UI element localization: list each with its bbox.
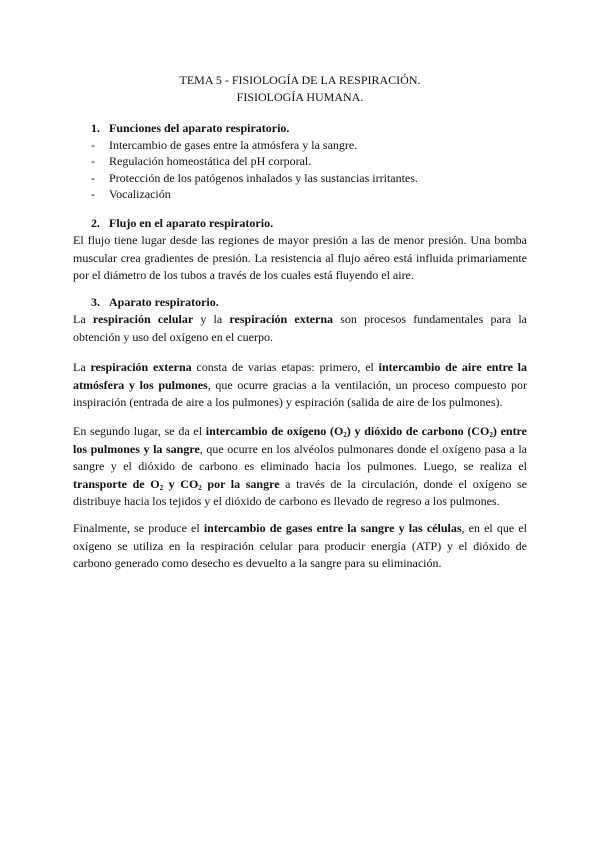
functions-list [91, 137, 521, 202]
title-line-1: TEMA 5 - FISIOLOGÍA DE LA RESPIRACIÓN. [179, 73, 421, 87]
term-external-respiration: respiración externa [229, 312, 334, 326]
text-run: por la sangre [201, 476, 280, 491]
subscript: 2 [159, 483, 164, 492]
text-run: ) entre los pulmones y la sangre [73, 424, 527, 456]
term-gas-transport [73, 477, 280, 491]
term-cellular-respiration: respiración celular [92, 312, 194, 326]
section-3-paragraph-3 [73, 423, 527, 511]
text-run: Finalmente, se produce el [73, 521, 204, 535]
text-run: , que ocurre gracias a la ventilación, un proceso compuesto por inspiración (entrada de aire a los pulmones) y espiración (salida de aire de los pulmones). [73, 377, 527, 409]
section-2-title: Flujo en el aparato respiratorio. [109, 216, 274, 230]
text-run: a través de la circulación, donde el oxígeno se distribuye hacia los tejidos y el dióxido de carbono es llevado de regreso a los pulmones. [73, 476, 527, 508]
subscript: 2 [489, 431, 493, 439]
section-2-heading [91, 215, 273, 233]
section-2-body [73, 232, 527, 285]
section-3-paragraph-2 [73, 359, 527, 412]
section-1-number: 1. [91, 121, 100, 135]
subscript: 2 [198, 483, 202, 492]
term-cell-gas-exchange: intercambio de gases entre la sangre y las células [203, 521, 462, 535]
section-1-heading [91, 120, 289, 138]
text-run: , en el que el oxígeno se utiliza en la respiración celular para producir energía (ATP) y el dióxido de carbono generado como desecho es devuelto a la sangre para su eliminación. [73, 521, 527, 570]
text-run: intercambio de oxígeno (O [205, 424, 344, 438]
document-title [0, 72, 600, 106]
text-run: La [73, 360, 91, 374]
term-external-respiration: respiración externa [90, 360, 192, 374]
section-3-heading [91, 294, 219, 312]
flow-paragraph: El flujo tiene lugar desde las regiones de mayor presión a las de menor presión. Una bomba muscular crea gradientes de presión. La resistencia al flujo aéreo está influida primariamente por el diámetro de los tubos a través de los cuales está fluyendo el aire. [73, 233, 527, 282]
text-run: En segundo lugar, se da el [73, 424, 206, 438]
text-run: consta de varias etapas: primero, el [191, 360, 379, 374]
title-line-2: FISIOLOGÍA HUMANA. [236, 90, 364, 104]
list-item: - Regulación homeostática del pH corporal. [91, 153, 521, 169]
list-item: - Intercambio de gases entre la atmósfera y la sangre. [91, 137, 521, 153]
section-2-number: 2. [91, 216, 100, 230]
list-item: - Protección de los patógenos inhalados y las sustancias irritantes. [91, 170, 521, 186]
text-run: y la [193, 312, 230, 326]
text-run: La [73, 312, 93, 326]
text-run: y CO [163, 476, 199, 491]
list-item: - Vocalización [91, 186, 521, 202]
section-3-paragraph-1 [73, 311, 527, 346]
section-3-number: 3. [91, 295, 100, 309]
text-run: ) y dióxido de carbono (CO [346, 424, 490, 438]
text-run: transporte de O [73, 476, 160, 491]
text-run: son procesos fundamentales para la obtención y uso del oxígeno en el cuerpo. [73, 312, 527, 344]
section-3-title: Aparato respiratorio. [109, 295, 219, 309]
section-3-paragraph-4 [73, 520, 527, 573]
text-run: , que ocurre en los alvéolos pulmonares donde el oxígeno pasa a la sangre y el dióxido de carbono es eliminado hacia los pulmones. Luego, se realiza el [73, 441, 528, 473]
subscript: 2 [343, 431, 347, 439]
section-1-title: Funciones del aparato respiratorio. [109, 121, 290, 135]
term-air-exchange: intercambio de aire entre la atmósfera y los pulmones [73, 360, 528, 392]
